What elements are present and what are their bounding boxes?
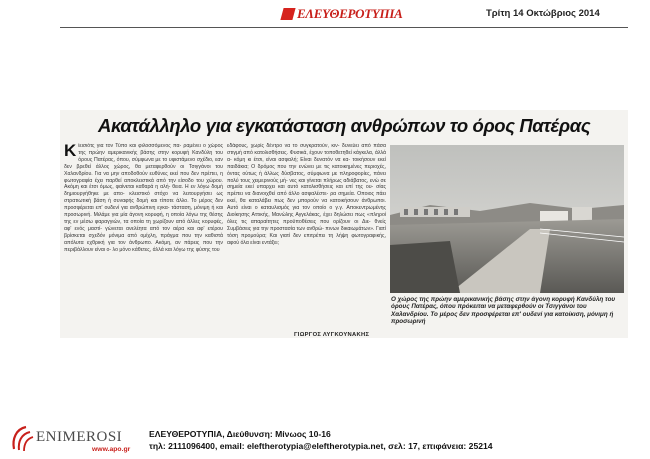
footer-line-2: τηλ: 2111096400, email: eleftherotypia@eleftherotypia.net, σελ: 17, επιφάνεια: 25214	[149, 441, 493, 451]
enimerosi-website[interactable]: www.apo.gr	[92, 446, 131, 453]
photo-caption: Ο χώρος της πρώην αμερικανικής βάσης στην άγονη κορυφή Κανδύλη του όρους Πατέρας, όπου πρόκειται να μεταφερθούν οι Τσιγγάνοι του Χαλανδρίου. Το μέρος δεν προσφέρεται επ' ουδενί για κατοίκιση, μόνιμη ή προσωρινή	[391, 296, 616, 326]
article-column-1	[64, 143, 223, 335]
mountain-base-photo-icon	[390, 145, 624, 293]
publication-date: Τρίτη 14 Οκτώβριος 2014	[486, 8, 600, 19]
newspaper-logo	[282, 6, 402, 22]
header-divider	[60, 27, 628, 28]
article-column-1-text: ίεισιότς για τον Τύπο και φιλοσσόμενος πα- ραμένει ο χώρος της πρώην αμερικανικής βάσης στην κορυφή Κανδύλη του όρους Πατέρας, όπου, σύμφωνα με το υφιστάμενο σχέδιο, εαν δεν βρεθεί άλλος χώρος, θα μεταφερθούν οι Τσιγγάνοι του Χαλανδρίου. Για να μην αποδοθούν ευθύνες εκεί που δεν πρέπει, η φωτογραφία έχει παρθεί αποκλειστικά από την είσοδο του χώρου. Ακόμη και έτσι όμως, φαίνεται καθαρά η αλή- θεια. Η εν λόγω δομή δημιουργήθηκε με απο- κλειστικό στόχο να λειτουργήσει ως στρατιωτική βάση ή συναφής δομή και τίποτε άλλο. Το μέρος δεν προσφέρεται επ' ουδενί για ανθρώπινη εγκα- τάσταση, μόνιμη ή και προσωρινή. Μιλάμε για μία άγονη κορυφή, η οποία λόγω της θέσης της εν μέσω φαραγγιών, τα οποία τη χωρίζουν από άλλες κορυφές, αφ' ενός μαστί- γώνεται ανελέητα από τον αέρα και αφ' ετέρου βρίσκεται σχεδόν μόνιμα από ομίχλη, πράγμα που την καθιστά απόλυτα εχθρική για τον άνθρωπο. Ακόμη, αν πάρεις που την περιβάλλουν είναι ο- λο μόνο κάθετες, άλλά και λόγω της φύσης του	[64, 143, 223, 253]
newspaper-logo-mark-icon	[280, 8, 295, 20]
footer-info	[149, 428, 493, 452]
footer-line-1: ΕΛΕΥΘΕΡΟΤΥΠΙΑ, Διεύθυνση: Μίνωος 10-16	[149, 429, 331, 439]
newspaper-name: ΕΛΕΥΘΕΡΟΤΥΠΙΑ	[297, 6, 403, 21]
article-column-2	[227, 143, 386, 335]
page-header	[0, 0, 650, 28]
article-byline: ΓΙΩΡΓΟΣ ΛΥΓΚΟΥΝΑΚΗΣ	[294, 332, 370, 338]
article-column-2-text: εδάφους, χωρίς δέντρο να το συγκρατούν, κιν- δυνεύει από πάσα στιγμή από κατολισθήσεις. Φυσικά, έχουν τοποθετηθεί κάγκελα, άλλά α- κόμη κι έτσι, είναι ασφαλή; Είναι δυνατόν να κα- τοικήσουν εκεί παιδάκια; Ο δρόμος που την ενώνει με τις κατοικημένες περιοχές, όντας ούτως ή άλλως δύσβατος, σύμφωνα με πληροφορίες, πάνει πολύ τους χειμερινούς μή- νες και γίνεται πλήρως αδιάβατος, ενώ σε σημεία εκεί υπαρχει και αυτό κατολισθήσεις και επί της ου- σίας πρέπει να διανοιχθεί από άλλο ασφαλέστε- ρα σημεία. Οποιος πάει εκεί, θα καταλάβει πως δεν μπορούν να κατοικήσουν άνθρωποι. Αυτό είναι ο καταυλισμός για τον οποίο ο γ.γ. Αποκεντρωμένης Διοίκησης Αττικής, Μανώλης Αγγελάκας, έχει δηλώσει πως «πληροί όλες τις απαραίτητες προϋποθέσεις που ορίζουν οι Διε- θνείς Συμβάσεις για την προστασία των ανθρώ- πινων δικαιωμάτων». Γιατί τόση προμούρα; Και γιατί δεν επιτρέπει τη λήψη φωτογραφικής, αφού όλα είναι εντάξει;	[227, 143, 386, 246]
article-headline: Ακατάλληλο για εγκατάσταση ανθρώπων το όρος Πατέρας	[98, 115, 591, 136]
enimerosi-brand: ENIMEROSI	[36, 429, 123, 445]
article-dropcap: Κ	[64, 143, 77, 160]
enimerosi-swirl-icon	[10, 423, 36, 453]
article-photo	[390, 145, 624, 293]
enimerosi-logo	[10, 423, 135, 457]
